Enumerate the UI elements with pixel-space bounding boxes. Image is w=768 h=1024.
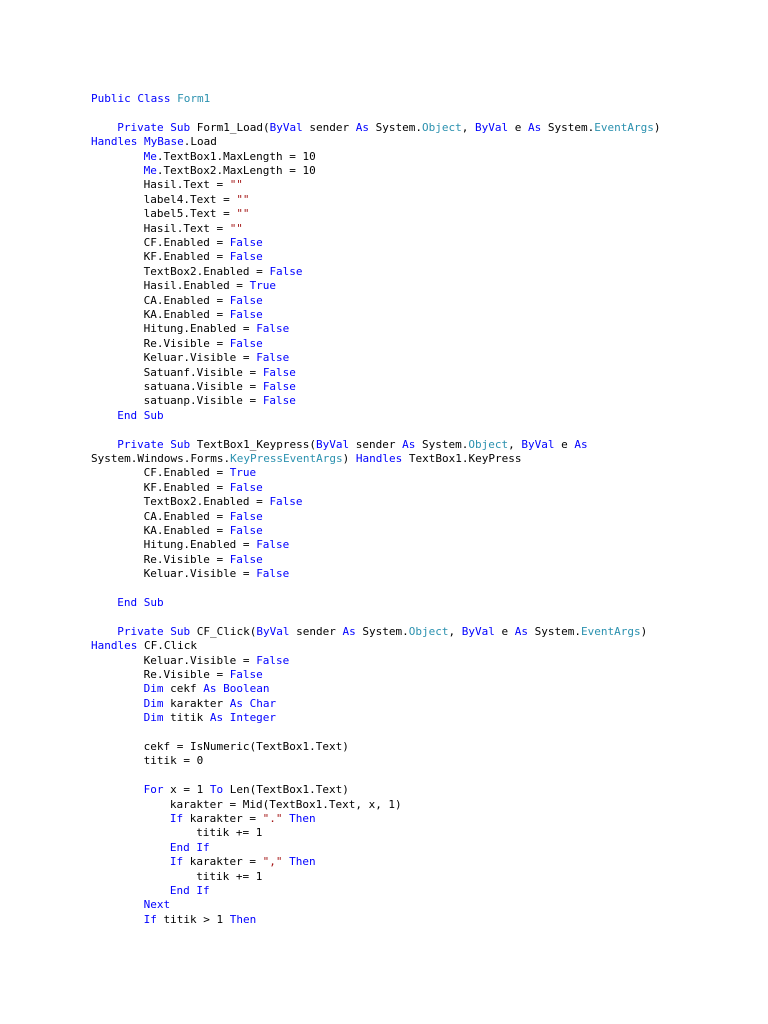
code-token: CF.Enabled = [143,466,230,480]
code-token: False [229,250,263,264]
code-token: False [256,538,290,552]
code-token: False [229,552,263,566]
code-token: False [229,524,263,537]
code-token: False [262,365,296,379]
code-token: To [209,783,224,797]
code-line [196,826,262,840]
code-token: "" [236,192,250,206]
code-token: KeyPressEventArgs [230,452,343,465]
code-token: karakter = [183,812,263,825]
code-token: ) [653,120,661,134]
code-token: False [229,293,263,307]
code-line [144,567,290,581]
code-token: System. [355,624,409,638]
code-token: System. [369,120,422,134]
code-token: titik += 1 [196,869,263,883]
code-token: TextBox1.KeyPress [402,452,522,465]
code-line [170,884,210,898]
code-token: Handles [91,135,144,149]
code-line [144,337,263,351]
code-token: , [508,437,522,451]
code-token: , [461,120,475,134]
code-line [170,812,316,826]
code-token: ByVal [461,624,495,638]
code-token: titik [163,711,210,725]
code-token: ByVal [521,437,555,451]
code-line [117,596,163,610]
code-line [117,409,163,423]
code-token: .TextBox2.MaxLength = 10 [156,164,316,177]
code-line [91,92,210,106]
code-token: False [229,308,263,321]
code-token: Len(TextBox1.Text) [223,783,349,797]
code-line [144,164,316,178]
code-token: False [229,668,263,681]
code-token: "." [262,812,283,825]
code-token: karakter = [183,855,263,869]
code-line [144,193,250,207]
code-token: For [143,783,164,797]
code-token: End Sub [117,408,164,422]
code-token: False [229,509,263,523]
code-token: Object [468,437,509,451]
code-token: Hasil.Text = [143,178,230,192]
code-line [144,279,276,293]
code-token: Keluar.Visible = [143,567,257,581]
code-token: As [574,437,588,451]
code-token: CF_Click( [196,624,257,638]
code-line [144,394,296,408]
code-token: ) [640,624,648,638]
code-token: If [143,912,157,926]
code-token: label4.Text = [143,192,237,206]
code-token: Private Sub [117,437,197,451]
code-token: CF.Enabled = [143,236,230,249]
code-token: e [554,437,575,451]
code-line [170,798,402,812]
code-token: Hasil.Enabled = [143,279,250,293]
code-line [144,740,349,754]
code-line [144,366,296,380]
code-token: x = 1 [163,783,210,797]
code-token: karakter = Mid(TextBox1.Text, x, 1) [169,797,402,811]
code-token: End If [169,840,210,854]
code-token: sender [349,437,403,451]
code-line [117,625,647,639]
code-token: e [508,120,528,134]
code-line [91,452,522,466]
code-token: sender [302,120,356,134]
code-token: sender [289,624,343,638]
code-token: KA.Enabled = [143,524,230,537]
code-token: karakter [163,696,230,710]
code-token: As [402,437,416,451]
code-token: Dim [143,696,164,710]
code-token: ByVal [269,120,303,134]
code-token: Handles [91,639,138,653]
code-token: As Boolean [203,682,270,696]
code-line [144,510,263,524]
code-token: False [269,495,303,509]
code-line [144,654,290,668]
code-token: Hitung.Enabled = [143,322,257,336]
code-line [170,855,316,869]
code-token: System.Windows.Forms. [91,452,231,465]
code-token: ByVal [474,120,509,134]
code-token: satuanp.Visible = [143,394,263,408]
code-token: KF.Enabled = [143,250,230,264]
code-token: Public Class [91,92,178,105]
code-token: Private Sub [117,120,197,134]
code-line [144,380,296,394]
code-token: "," [262,855,283,869]
code-token: TextBox2.Enabled = [143,264,270,278]
code-line [144,222,243,236]
code-token: Hitung.Enabled = [143,538,257,552]
code-token: Object [421,120,462,134]
code-token: Handles [355,452,403,465]
code-line [144,754,204,768]
code-token: End If [169,884,210,897]
code-token: System. [527,624,581,638]
code-token: Then [289,855,316,869]
code-token: True [249,279,277,293]
code-token: Keluar.Visible = [143,351,257,365]
code-token: False [256,567,290,581]
code-token: cekf = IsNumeric(TextBox1.Text) [143,740,349,753]
code-token: Me [143,149,157,163]
code-token: Private Sub [117,624,197,638]
code-line [144,553,263,567]
code-line [144,351,290,365]
code-token: titik = 0 [143,754,204,768]
code-token: As [342,624,356,638]
code-line [117,438,587,452]
code-line [144,481,263,495]
code-line [144,178,243,192]
code-line [91,135,217,149]
code-token: satuana.Visible = [143,380,263,393]
code-token: TextBox2.Enabled = [143,495,270,509]
code-token: , [448,624,462,638]
code-line [144,913,257,927]
code-token: System. [541,120,595,134]
code-line [144,322,290,336]
code-line [144,783,349,797]
code-token: As [514,624,528,638]
code-token: e [494,624,515,638]
code-token: ) [342,452,356,465]
code-token: False [269,264,303,278]
code-token: Form1 [177,92,211,105]
code-line [144,668,263,682]
code-token: .TextBox1.MaxLength = 10 [156,149,316,163]
code-token: cekf [163,682,204,696]
code-token: "" [236,207,250,221]
code-token: System. [415,437,469,451]
code-token: ByVal [316,437,350,451]
code-token: Next [143,898,171,912]
code-token: As Integer [209,711,277,725]
code-line [144,697,276,711]
code-line [144,898,171,912]
code-token: False [262,394,296,408]
code-line [91,639,197,653]
code-token: label5.Text = [143,207,237,221]
code-line [144,265,303,279]
code-line [144,236,263,250]
code-token: False [256,351,290,365]
code-line [117,121,660,135]
code-token: ByVal [256,624,290,638]
code-token: Re.Visible = [143,668,230,681]
code-token: CF.Click [137,639,197,653]
code-token: Object [408,624,449,638]
code-token: False [262,380,296,393]
code-line [144,711,276,725]
code-token: "" [229,178,243,192]
code-line [144,207,250,221]
code-token: As [527,120,542,134]
code-token: End Sub [117,596,164,609]
code-token: Re.Visible = [143,336,230,350]
code-line [144,466,257,480]
code-token: Satuanf.Visible = [143,365,263,379]
code-token: False [256,322,290,336]
code-token: Me [143,164,157,177]
code-token: Keluar.Visible = [143,653,257,667]
code-line [144,538,290,552]
code-token: Then [229,912,257,926]
code-token: TextBox1_Keypress( [196,437,316,451]
code-token: Hasil.Text = [143,221,230,235]
code-token: .Load [183,135,217,149]
code-token: KF.Enabled = [143,480,230,494]
code-line [196,870,262,884]
code-token: Then [289,812,316,825]
code-token: False [229,336,263,350]
code-token: CA.Enabled = [143,293,230,307]
code-token: False [229,480,263,494]
code-token: Dim [143,682,164,696]
code-token: Re.Visible = [143,552,230,566]
code-token: Form1_Load( [196,120,270,134]
code-token: As Char [229,696,277,710]
code-line [144,308,263,322]
code-line [144,150,316,164]
code-token: If [169,855,184,869]
code-line [144,294,263,308]
code-token: KA.Enabled = [143,308,230,321]
code-token: True [229,466,257,480]
code-line [144,524,263,538]
code-line [144,250,263,264]
code-token: titik += 1 [196,826,263,840]
code-token: MyBase [143,135,184,149]
code-token: False [229,236,263,249]
code-token: CA.Enabled = [143,509,230,523]
code-token: EventArgs [594,120,654,134]
code-token: titik > 1 [156,912,230,926]
code-token: As [355,120,369,134]
code-token: "" [229,221,243,235]
code-line [144,495,303,509]
code-token: If [169,812,184,825]
code-token: Dim [143,711,164,725]
code-line [144,682,270,696]
code-token: EventArgs [580,624,641,638]
code-line [170,841,210,855]
code-token: False [256,653,290,667]
